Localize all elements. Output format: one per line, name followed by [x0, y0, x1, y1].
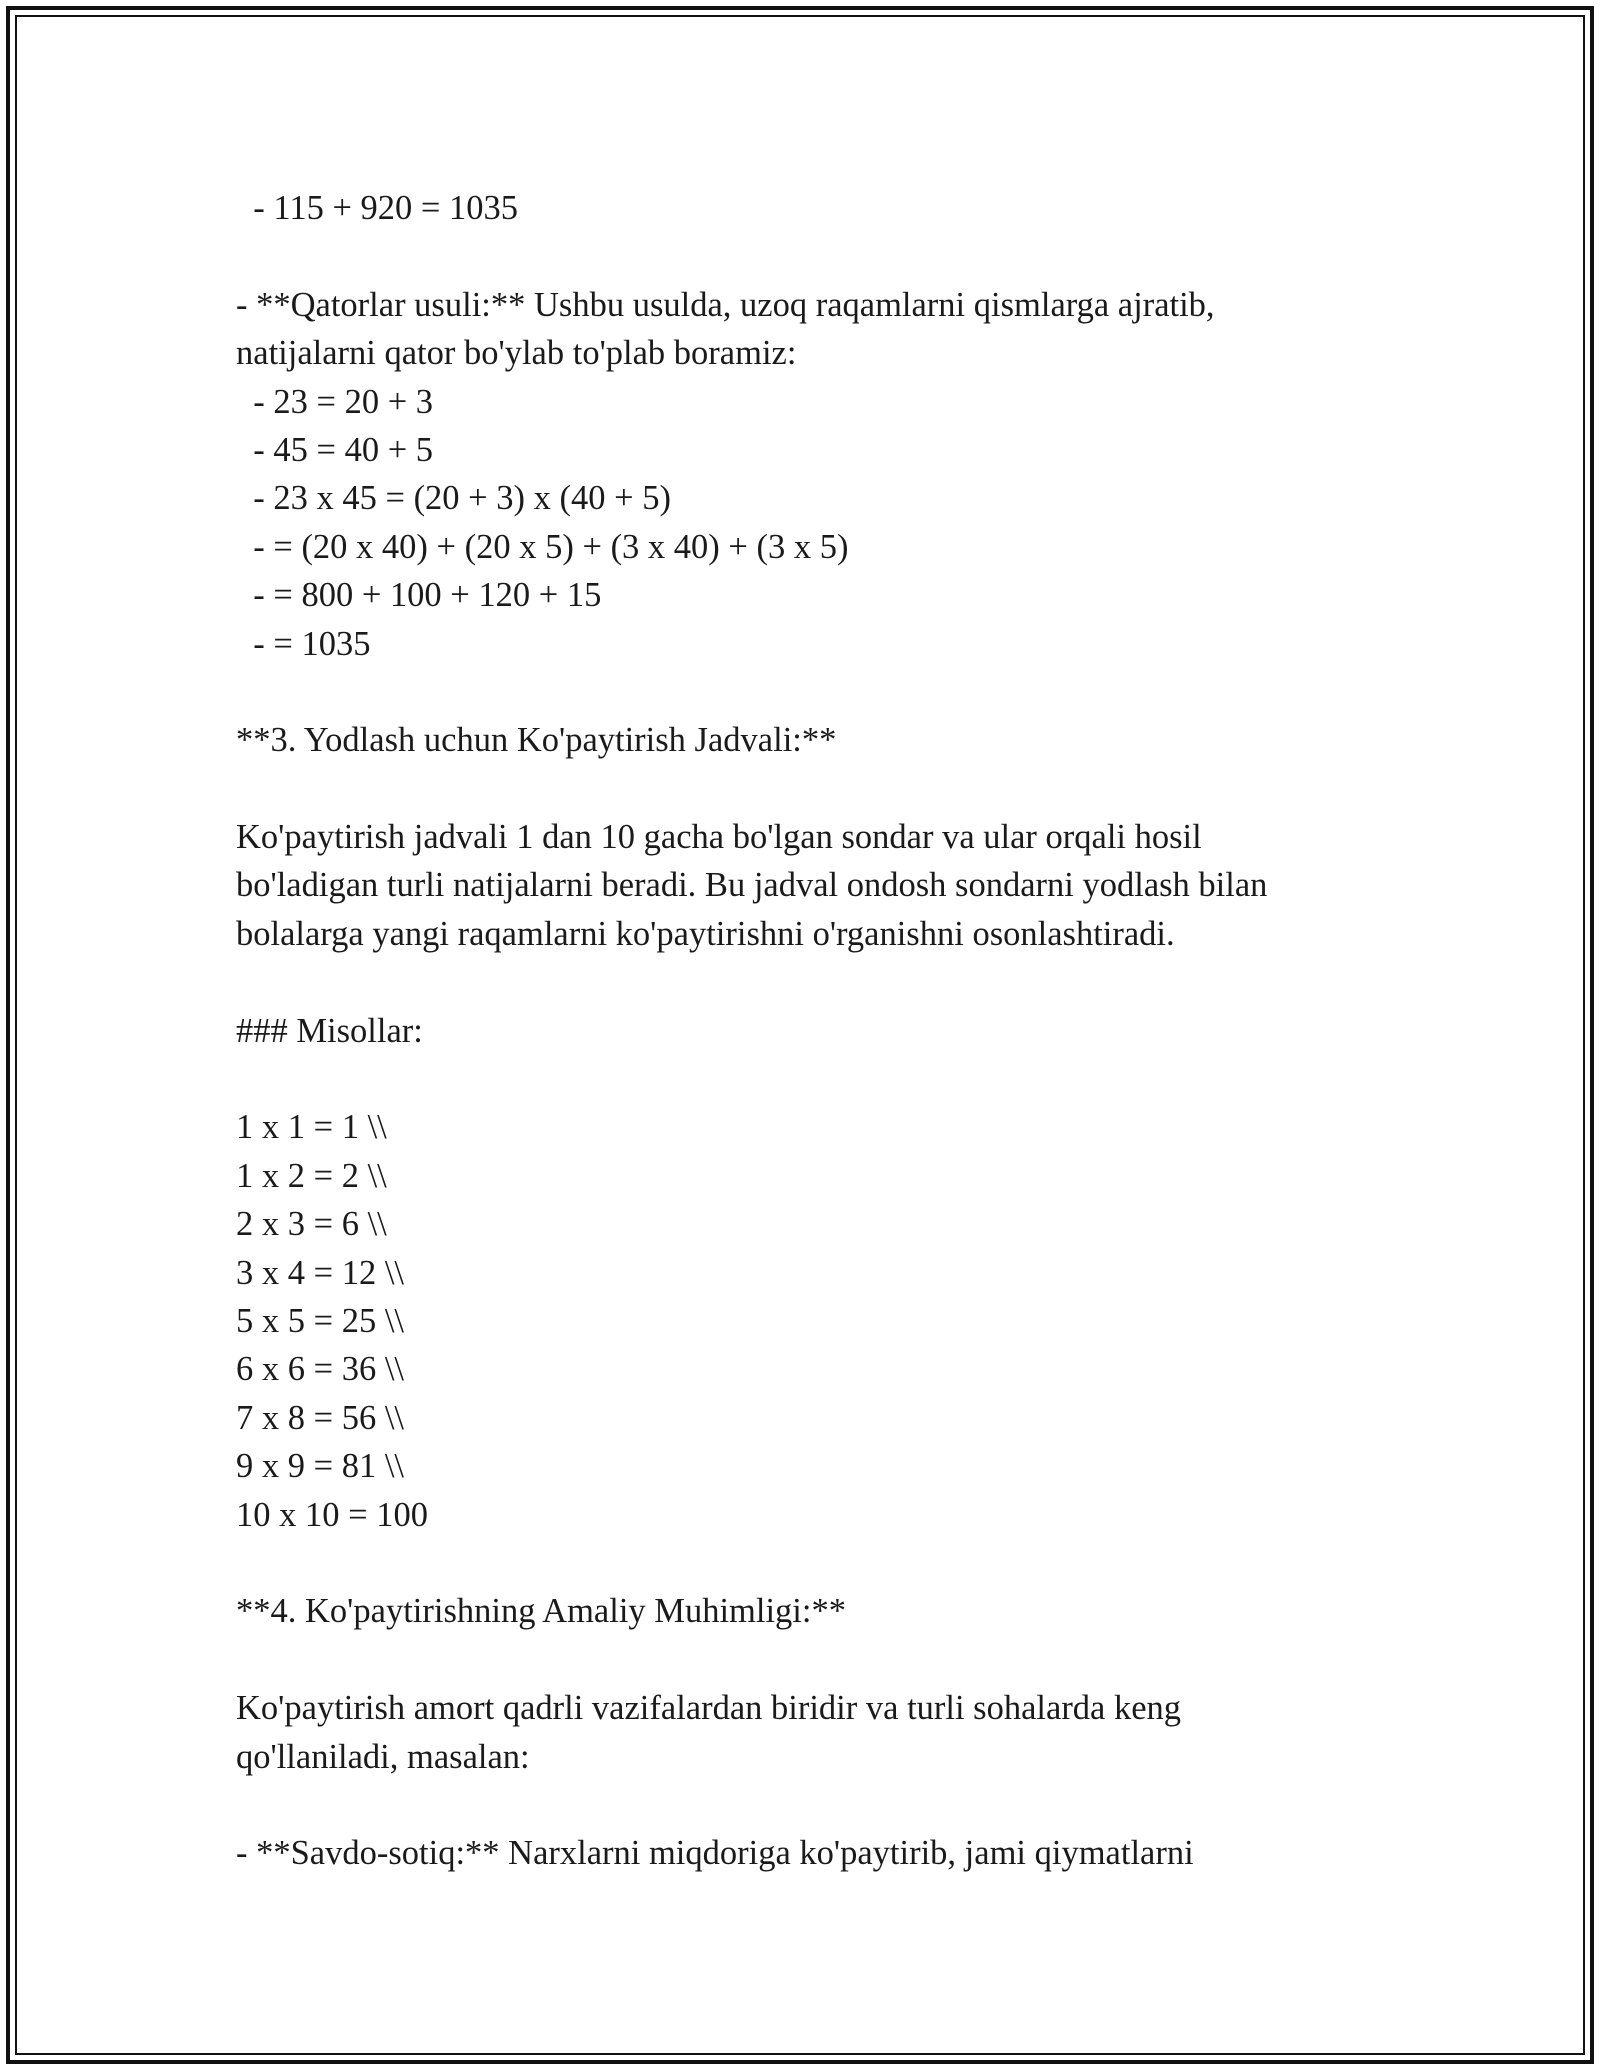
text-line: Ko'paytirish amort qadrli vazifalardan biridir va turli sohalarda keng: [236, 1689, 1182, 1728]
text-line: - 115 + 920 = 1035: [236, 189, 518, 227]
example-line: 1 x 1 = 1 \\: [236, 1108, 387, 1147]
example-line: 6 x 6 = 36 \\: [236, 1350, 405, 1389]
example-line: 2 x 3 = 6 \\: [236, 1205, 387, 1244]
text-line: qo'llaniladi, masalan:: [236, 1737, 530, 1776]
text-line: - 23 x 45 = (20 + 3) x (40 + 5): [236, 479, 671, 518]
text-line: - = (20 x 40) + (20 x 5) + (3 x 40) + (3 x 5): [236, 527, 849, 566]
blank-line: [236, 1636, 1376, 1684]
text-line: bo'ladigan turli natijalarni beradi. Bu jadval ondosh sondarni yodlash bilan: [236, 866, 1268, 905]
blank-line: [236, 668, 1376, 716]
blank-line: [236, 1539, 1376, 1587]
text-line: - **Qatorlar usuli:** Ushbu usulda, uzoq raqamlarni qismlarga ajratib,: [236, 285, 1215, 324]
blank-line: [236, 765, 1376, 813]
example-line: 3 x 4 = 12 \\: [236, 1253, 405, 1292]
blank-line: [236, 958, 1376, 1006]
text-line: bolalarga yangi raqamlarni ko'paytirishni o'rganishni osonlashtiradi.: [236, 914, 1175, 953]
text-line: - 23 = 20 + 3: [236, 382, 434, 421]
blank-line: [236, 1781, 1376, 1829]
text-line: - 45 = 40 + 5: [236, 430, 434, 469]
section-heading: **3. Yodlash uchun Ko'paytirish Jadvali:**: [236, 721, 837, 760]
example-line: 1 x 2 = 2 \\: [236, 1156, 387, 1195]
text-line: Ko'paytirish jadvali 1 dan 10 gacha bo'lgan sondar va ular orqali hosil: [236, 818, 1202, 857]
blank-line: [236, 1055, 1376, 1103]
text-line: - = 1035: [236, 624, 371, 663]
document-body: [236, 184, 1376, 1878]
blank-line: [236, 232, 1376, 280]
example-line: 7 x 8 = 56 \\: [236, 1398, 405, 1437]
section-heading: **4. Ko'paytirishning Amaliy Muhimligi:**: [236, 1592, 846, 1631]
example-line: 5 x 5 = 25 \\: [236, 1301, 405, 1340]
subsection-heading: ### Misollar:: [236, 1011, 423, 1050]
text-line: - = 800 + 100 + 120 + 15: [236, 576, 602, 615]
example-line: 10 x 10 = 100: [236, 1495, 428, 1534]
text-line: - **Savdo-sotiq:** Narxlarni miqdoriga ko'paytirib, jami qiymatlarni: [236, 1834, 1194, 1873]
example-line: 9 x 9 = 81 \\: [236, 1447, 405, 1486]
text-line: natijalarni qator bo'ylab to'plab boramiz:: [236, 334, 797, 373]
